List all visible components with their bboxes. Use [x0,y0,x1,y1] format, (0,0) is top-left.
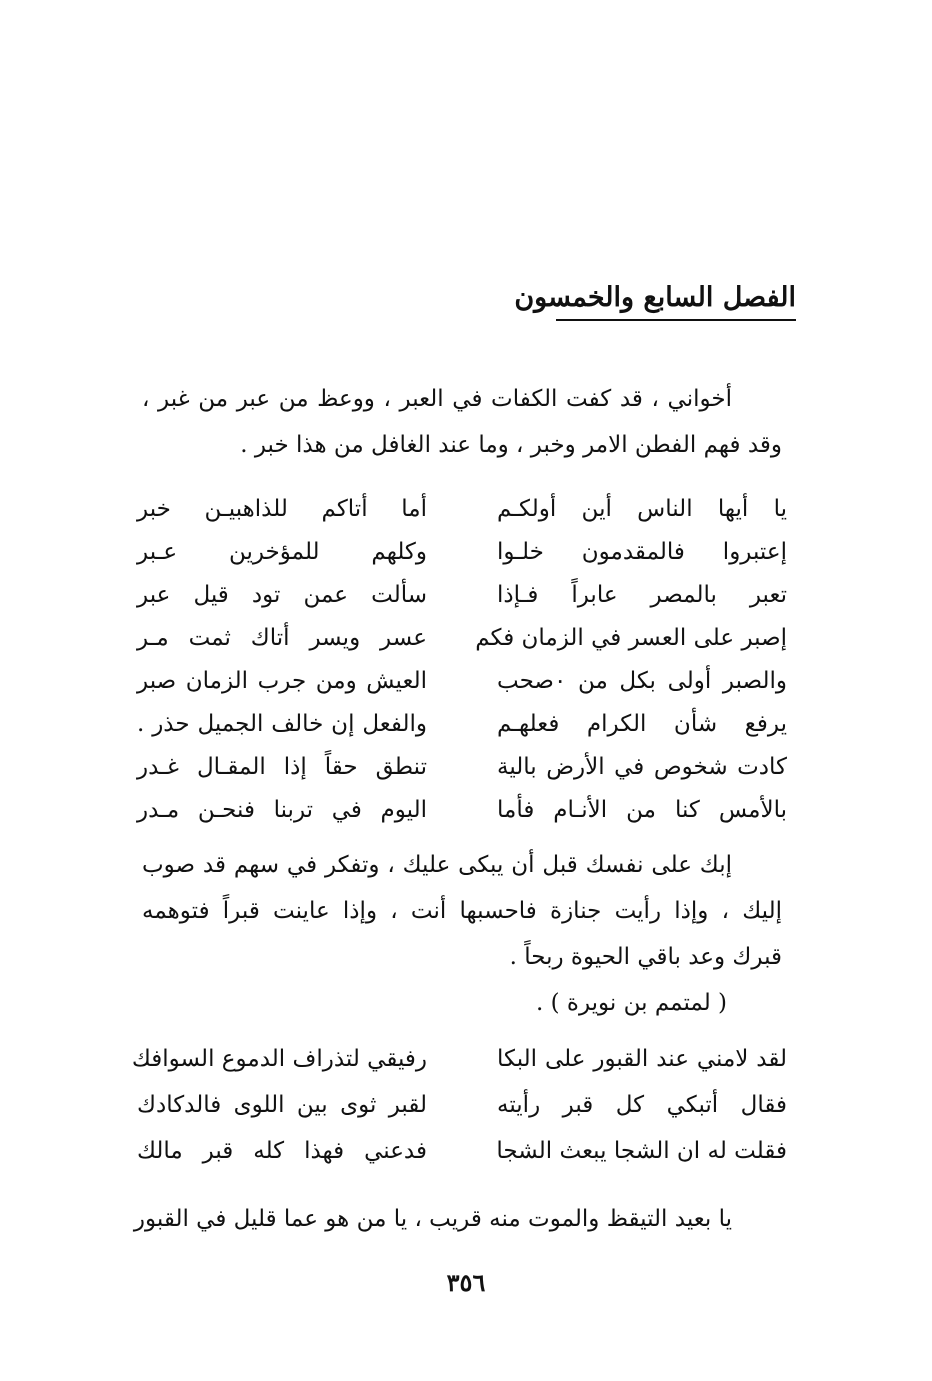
poem-verse [131,1036,787,1082]
verse-first-hemistich: يا أيها الناس أين أولكـم [497,495,787,522]
poem-verse [137,1128,787,1174]
verse-first-hemistich: إصبر على العسر في الزمان فكم [475,624,787,651]
poem-verse [137,616,787,659]
middle-line: قبرك وعد باقي الحيوة ربحاً . [509,944,782,970]
verse-second-hemistich: عسر ويسر أتاك ثمت مـر [137,624,427,651]
verse-first-hemistich: تعبر بالمصر عابراً فـإذا [497,581,787,608]
verse-second-hemistich: العيش ومن جرب الزمان صبر [137,667,427,694]
verse-second-hemistich: سألت عمن تود قيل عبر [137,581,427,608]
verse-second-hemistich: تنطق حقاً إذا المقـال غـدر [137,753,427,780]
middle-line: إبك على نفسك قبل أن يبكى عليك ، وتفكر في سهم قد صوب [142,852,732,878]
poem-one [137,487,787,831]
verse-second-hemistich: وكلهم للمؤخرين عـبر [137,538,427,565]
closing-line: يا بعيد التيقظ والموت منه قريب ، يا من هو عما قليل في القبور [133,1206,732,1232]
poet-attribution: ( لمتمم بن نويرة ) . [536,990,727,1016]
intro-line: وقد فهم الفطن الامر وخبر ، وما عند الغافل من هذا خبر . [240,432,782,458]
poem-verse [137,745,787,788]
verse-first-hemistich: يرفع شأن الكرام فعلهـم [497,710,787,737]
verse-second-hemistich: فدعني فهذا كله قبر مالك [137,1138,427,1164]
poem-verse [137,702,787,745]
poem-verse [137,788,787,831]
verse-first-hemistich: كادت شخوص في الأرض بالية [497,753,787,780]
verse-first-hemistich: والصبر أولى بكل من ٠صحب [497,667,787,694]
chapter-title: الفصل السابع والخمسون [556,282,796,321]
poem-two [131,1036,787,1174]
page-number: ٣٥٦ [446,1268,486,1297]
intro-line: أخواني ، قد كفت الكفات في العبر ، ووعظ من عبر من غبر ، [142,386,732,412]
verse-second-hemistich: اليوم في تربنا فنحـن مـدر [137,796,427,823]
verse-second-hemistich: لقبر ثوى بين اللوى فالدكادك [137,1092,427,1118]
poem-verse [137,487,787,530]
verse-first-hemistich: فقال أتبكي كل قبر رأيته [497,1092,787,1118]
intro-paragraph [142,376,782,468]
verse-second-hemistich: والفعل إن خالف الجميل حذر . [137,710,427,737]
closing-paragraph [133,1196,782,1242]
verse-second-hemistich: رفيقي لتذراف الدموع السوافك [131,1046,427,1072]
middle-line: إليك ، وإذا رأيت جنازة فاحسبها أنت ، وإذا عاينت قبراً فتوهمه [142,898,782,924]
verse-first-hemistich: بالأمس كنا من الأنـام فأما [497,796,787,823]
middle-paragraph [142,842,782,980]
poem-verse [137,530,787,573]
poem-verse [137,1082,787,1128]
poem-verse [137,573,787,616]
verse-first-hemistich: لقد لامني عند القبور على البكا [497,1046,787,1072]
verse-first-hemistich: فقلت له ان الشجا يبعث الشجا [496,1138,787,1164]
verse-first-hemistich: إعتبروا فالمقدمون خلـوا [497,538,787,565]
poem-verse [137,659,787,702]
verse-second-hemistich: أما أتاكم للذاهبيـن خبر [137,495,427,522]
